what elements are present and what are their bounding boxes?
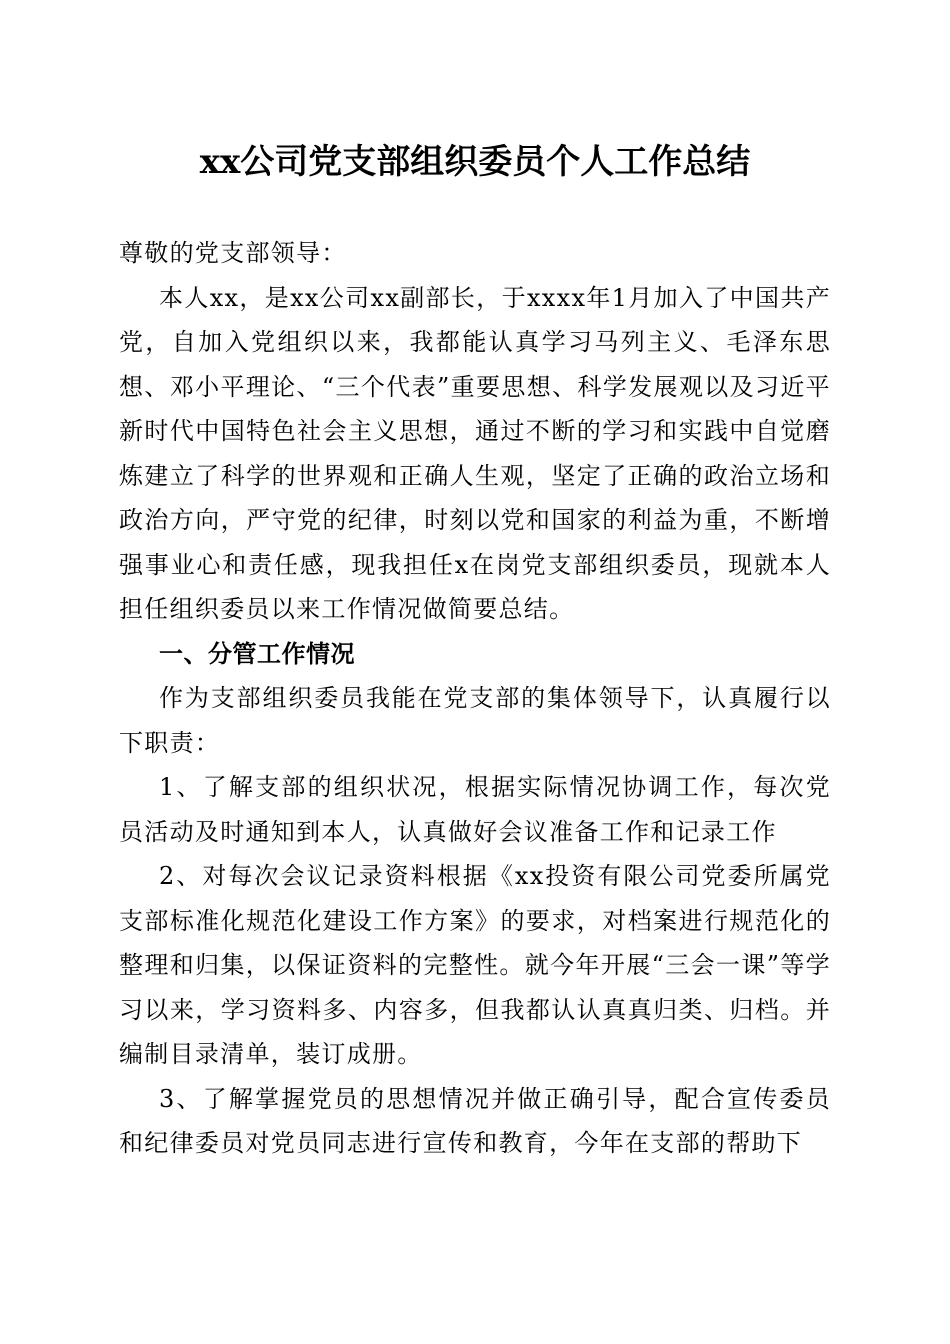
salutation: 尊敬的党支部领导：: [119, 239, 347, 267]
section-intro-paragraph: 作为支部组织委员我能在党支部的集体领导下，认真履行以下职责：: [119, 684, 831, 757]
duty-item-1: 1、了解支部的组织状况，根据实际情况协调工作，每次党员活动及时通知到本人，认真做好会议准备工作和记录工作: [119, 773, 831, 846]
intro-paragraph: 本人xx，是xx公司xx副部长，于xxxx年1月加入了中国共产党，自加入党组织以来，我都能认真学习马列主义、毛泽东思想、邓小平理论、“三个代表”重要思想、科学发展观以及习近平新时代中国特色社会主义思想，通过不断的学习和实践中自觉磨炼建立了科学的世界观和正确人生观，坚定了正确的政治立场和政治方向，严守党的纪律，时刻以党和国家的利益为重，不断增强事业心和责任感，现我担任x在岗党支部组织委员，现就本人担任组织委员以来工作情况做简要总结。: [119, 283, 831, 623]
duty-item-2: 2、对每次会议记录资料根据《xx投资有限公司党委所属党支部标准化规范化建设工作方案》的要求，对档案进行规范化的整理和归集，以保证资料的完整性。就今年开展“三会一课”等学习以来，学习资料多、内容多，但我都认认真真归类、归档。并编制目录清单，装订成册。: [119, 862, 831, 1068]
document-body: [119, 231, 831, 1166]
document-title: xx公司党支部组织委员个人工作总结: [199, 142, 751, 182]
section-heading: 一、分管工作情况: [159, 639, 355, 668]
duty-item-3: 3、了解掌握党员的思想情况并做正确引导，配合宣传委员和纪律委员对党员同志进行宣传和教育，今年在支部的帮助下: [119, 1084, 831, 1157]
